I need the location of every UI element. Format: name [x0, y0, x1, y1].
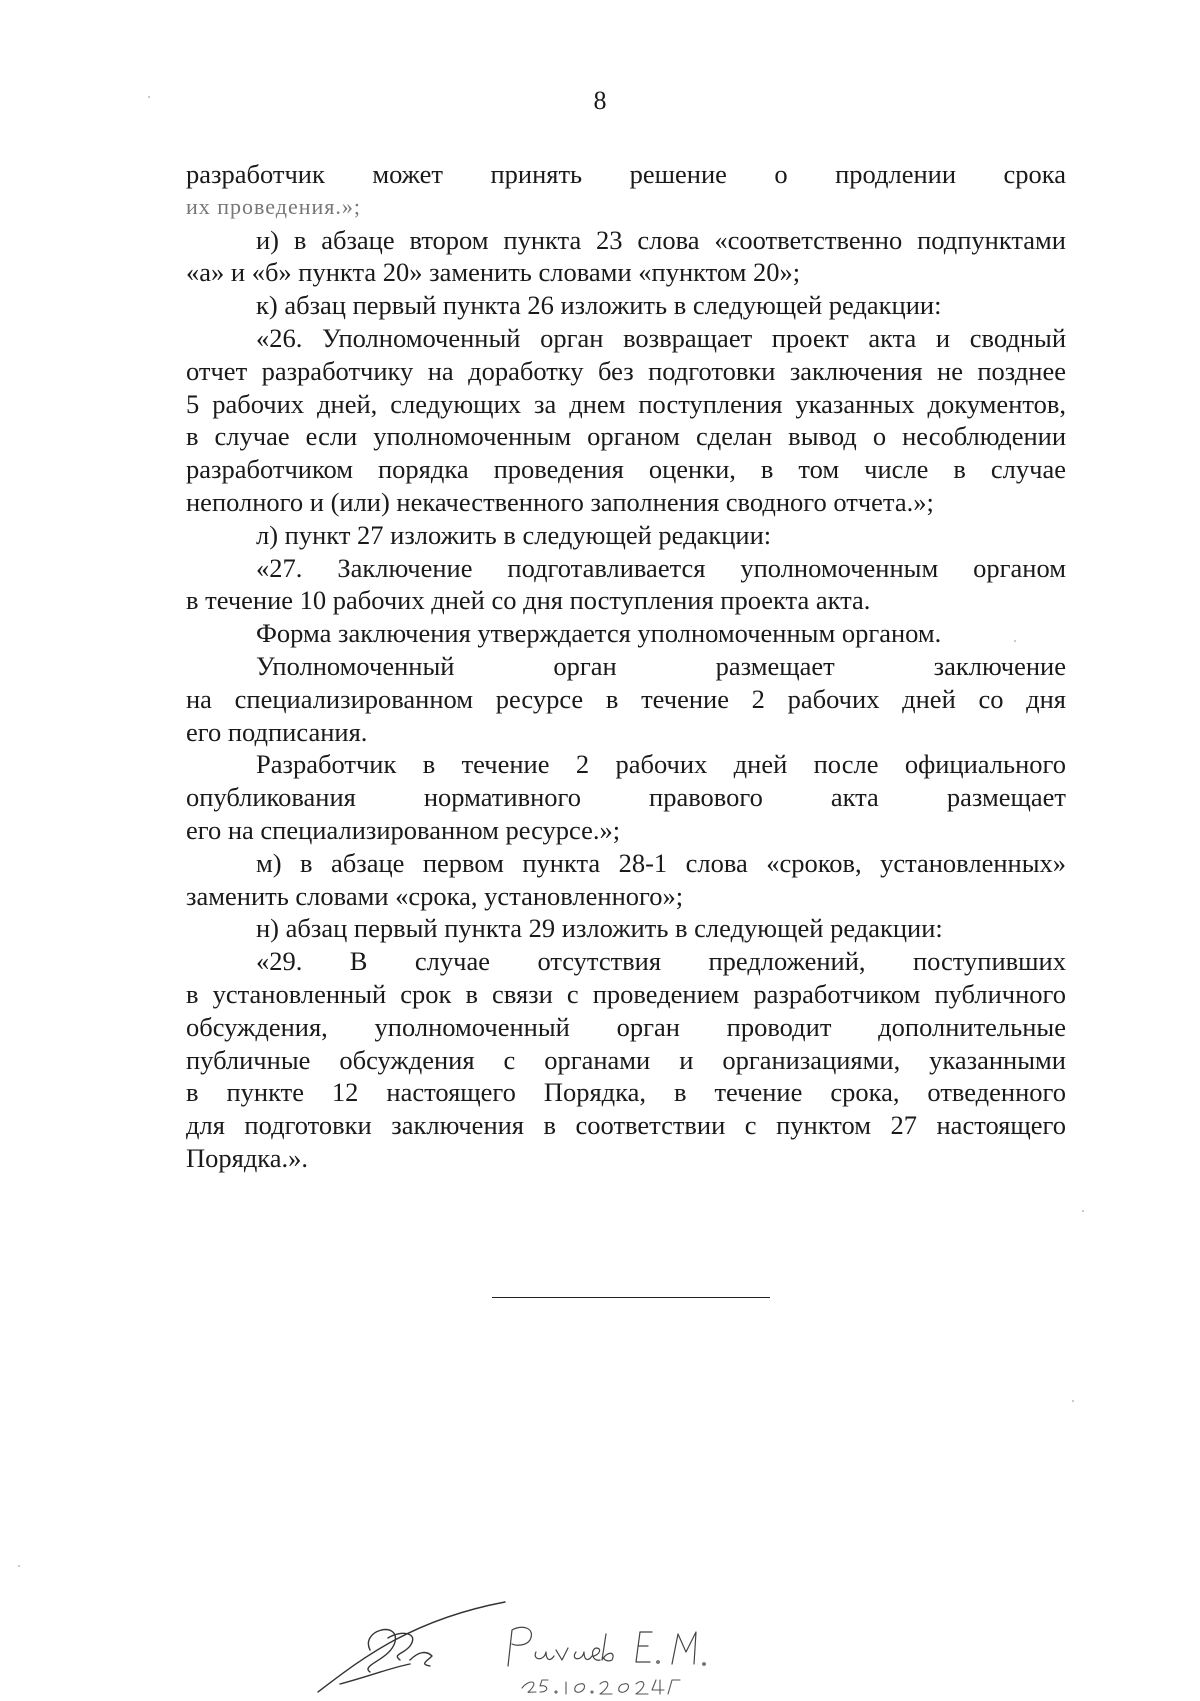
text-line: «а» и «б» пункта 20» заменить словами «пунктом 20»; [186, 257, 801, 288]
scan-speck [1082, 1210, 1084, 1212]
scan-speck [148, 96, 150, 98]
text-line: его подписания. [186, 716, 368, 747]
text-line: л) пункт 27 изложить в следующей редакции: [256, 519, 772, 550]
page-number: 8 [593, 86, 607, 115]
end-separator-line [492, 1297, 770, 1298]
text-line: «27. Заключение подготавливается уполномоченным органом [256, 552, 1066, 583]
document-body [186, 158, 1066, 1175]
text-line: в течение 10 рабочих дней со дня поступления проекта акта. [186, 585, 871, 616]
text-line: «29. В случае отсутствия предложений, поступивших [256, 946, 1066, 977]
text-line: их проведения.»; [186, 193, 362, 219]
text-line: отчет разработчику на доработку без подготовки заключения не позднее [186, 355, 1066, 386]
scan-speck [18, 1565, 20, 1567]
text-line: в случае если уполномоченным органом сделан вывод о несоблюдении [186, 421, 1066, 452]
text-line: н) абзац первый пункта 29 изложить в следующей редакции: [256, 913, 943, 944]
text-line: его на специализированном ресурсе.»; [186, 814, 621, 845]
text-line: Разработчик в течение 2 рабочих дней после официального [256, 749, 1066, 780]
text-line: и) в абзаце втором пункта 23 слова «соответственно подпунктами [256, 224, 1066, 255]
text-line: м) в абзаце первом пункта 28-1 слова «сроков, установленных» [256, 847, 1066, 878]
text-line: на специализированном ресурсе в течение 2 рабочих дней со дня [186, 683, 1066, 714]
text-line: для подготовки заключения в соответствии с пунктом 27 настоящего [186, 1110, 1066, 1141]
text-line: в установленный срок в связи с проведением разработчиком публичного [186, 978, 1066, 1009]
text-line: обсуждения, уполномоченный орган проводит дополнительные [186, 1011, 1066, 1042]
text-line: неполного и (или) некачественного заполнения сводного отчета.»; [186, 486, 934, 517]
signature-scribble [300, 1580, 780, 1696]
text-line: «26. Уполномоченный орган возвращает проект акта и сводный [256, 322, 1066, 353]
text-line: опубликования нормативного правового акта размещает [186, 782, 1066, 813]
scan-speck [1014, 640, 1016, 642]
text-line: разработчик может принять решение о продлении срока [186, 159, 1066, 189]
text-line: публичные обсуждения с органами и организациями, указанными [186, 1044, 1066, 1075]
text-line: разработчиком порядка проведения оценки, в том числе в случае [186, 454, 1066, 485]
text-line: в пункте 12 настоящего Порядка, в течение срока, отведенного [186, 1077, 1066, 1108]
text-line: Уполномоченный орган размещает заключение [256, 650, 1066, 681]
text-line: 5 рабочих дней, следующих за днем поступления указанных документов, [186, 388, 1066, 419]
text-line: Форма заключения утверждается уполномоченным органом. [256, 618, 942, 649]
text-line: к) абзац первый пункта 26 изложить в следующей редакции: [256, 290, 942, 321]
scan-speck [1072, 1400, 1074, 1402]
handwritten-signature [300, 1580, 780, 1696]
text-line: заменить словами «срока, установленного»; [186, 880, 684, 911]
text-line: Порядка.». [186, 1142, 309, 1173]
